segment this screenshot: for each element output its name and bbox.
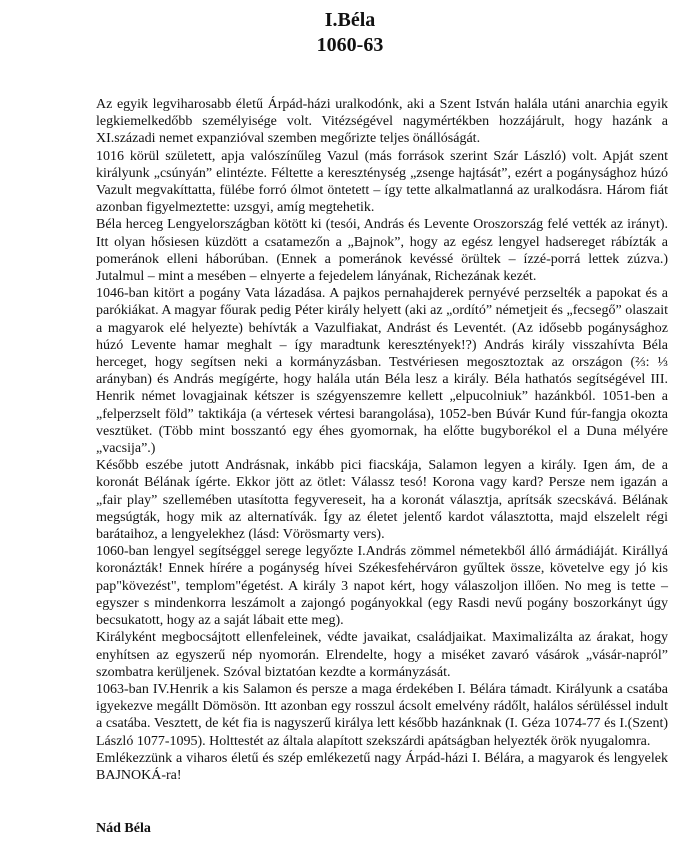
- paragraph: Később eszébe jutott Andrásnak, inkább pici fiacskája, Salamon legyen a király. Igen ám, de a koronát Bélának ígérte. Ekkor jött az ötlet: Válassz tesó! Korona vagy kard? Persze nem igazán a „fair play” szellemében utasította fegyvereseit, ha a koronát választja, aprítsák szecskává. Bélának megsúgták, hogy mik az alternatívák. Így az életet jelentő kardot választotta, majd elszelelt régi barátaihoz, a lengyelekhez (lásd: Vörösmarty vers).: [96, 458, 668, 543]
- paragraph: Emlékezzünk a viharos életű és szép emlékezetű nagy Árpád-házi I. Bélára, a magyarok és lengyelek BAJNOKÁ-ra!: [96, 750, 668, 783]
- article-body: [96, 96, 668, 784]
- reign-years: 1060-63: [316, 34, 384, 56]
- paragraph: 1063-ban IV.Henrik a kis Salamon és persze a maga érdekében I. Bélára támadt. Királyunk a csatába igyekezve megállt Dömösön. Itt azonban egy rosszul ácsolt emelvény rádőlt, halálos sérüléssel indult a csatába. Vesztett, de két fia is nagyszerű királya lett később hazánknak (I. Géza 1074-77 és I.(Szent) László 1077-1095). Holttestét az általa alapított szekszárdi apátságban helyezték örök nyugalomra.: [96, 681, 668, 749]
- document-title: I.Béla: [324, 9, 376, 31]
- paragraph: Az egyik legviharosabb életű Árpád-házi uralkodónk, aki a Szent István halála utáni anarchia egyik legkiemelkedőbb személyisége volt. Vitézségével nagymértékben hozzájárult, hogy hazánk a XI.századi nemet expanzióval szemben megőrizte teljes önállóságát.: [96, 97, 668, 147]
- paragraph: 1046-ban kitört a pogány Vata lázadása. A pajkos pernahajderek pernyévé perzselték a papokat és a parókiákat. A magyar főurak pedig Péter király helyett (aki az „ordító” németjeit és „fecsegő” olaszait a magyarok elé helyezte) behívták a Vazulfiakat, Andrást és Leventét. (Az idősebb pogánysághoz húzó Levente hamar meghalt – így maradtunk keresztények!?) András király visszahívta Béla herceget, hogy segítsen neki a kormányzásban. Testvériesen megosztoztak az országon (⅔: ⅓ arányban) és András megígérte, hogy halála után Béla lesz a király. Béla hathatós segítségével III. Henrik német lovagjainak kétszer is szégyenszemre kellett „elpucolniuk” hazánkból. 1051-ben a „felperzselt föld” taktikája (a vértesek vértesi barangolása), 1052-ben Búvár Kund fúr-fangja okozta vesztüket. (Több mint bosszantó egy éhes gyomornak, ha előtte bugyborékol el a Duna mélyére „vacsija”.): [96, 286, 668, 457]
- paragraph: Királyként megbocsájtott ellenfeleinek, védte javaikat, családjaikat. Maximalizálta az árakat, hogy enyhítsen az egyszerű nép nyomorán. Elrendelte, hogy a miséket zavaró vásárok „vásár-napról” szombatra kerüljenek. Szóval biztatóan kezdte a kormányzását.: [96, 630, 668, 680]
- author-signature: Nád Béla: [96, 821, 151, 836]
- paragraph: Béla herceg Lengyelországban kötött ki (tesói, András és Levente Oroszország felé vették az irányt). Itt olyan hősiesen küzdött a csatamezőn a „Bajnok”, hogy az egész lengyel hadsereget rábízták a pomeránok elleni háborúban. (Ennek a pomeránok kevéssé örültek – ízzé-porrá lettek zúzva.) Jutalmul – mint a mesében – elnyerte a fejedelem lányának, Richezának kezét.: [96, 217, 668, 285]
- paragraph: 1016 körül született, apja valószínűleg Vazul (más források szerint Szár László) volt. Apját szent királyunk „csúnyán” elintézte. Féltette a kereszténység „zsenge hajtását”, ezért a pogánysághoz húzó Vazult megvakíttatta, fülébe forró ólmot öntetett – így tette alkalmatlanná az uralkodásra. Három fiát azonban figyelmeztette: uzsgyi, amíg megtehetik.: [96, 148, 668, 216]
- paragraph: 1060-ban lengyel segítséggel serege legyőzte I.András zömmel németekből álló ármádiáját. Királlyá koronázták! Ennek hírére a pogánység hívei Székesfehérváron gyűltek össze, követelve egy jó kis pap"kövezést", templom"égetést. A király 3 napot kért, hogy válaszoljon illően. No meg is tette – egyszer s mindenkorra leszámolt a zajongó pogányokkal (egy Rasdi nevű pogány boszorkányt úgy becsukatott, hogy az a saját lábait ette meg).: [96, 544, 668, 629]
